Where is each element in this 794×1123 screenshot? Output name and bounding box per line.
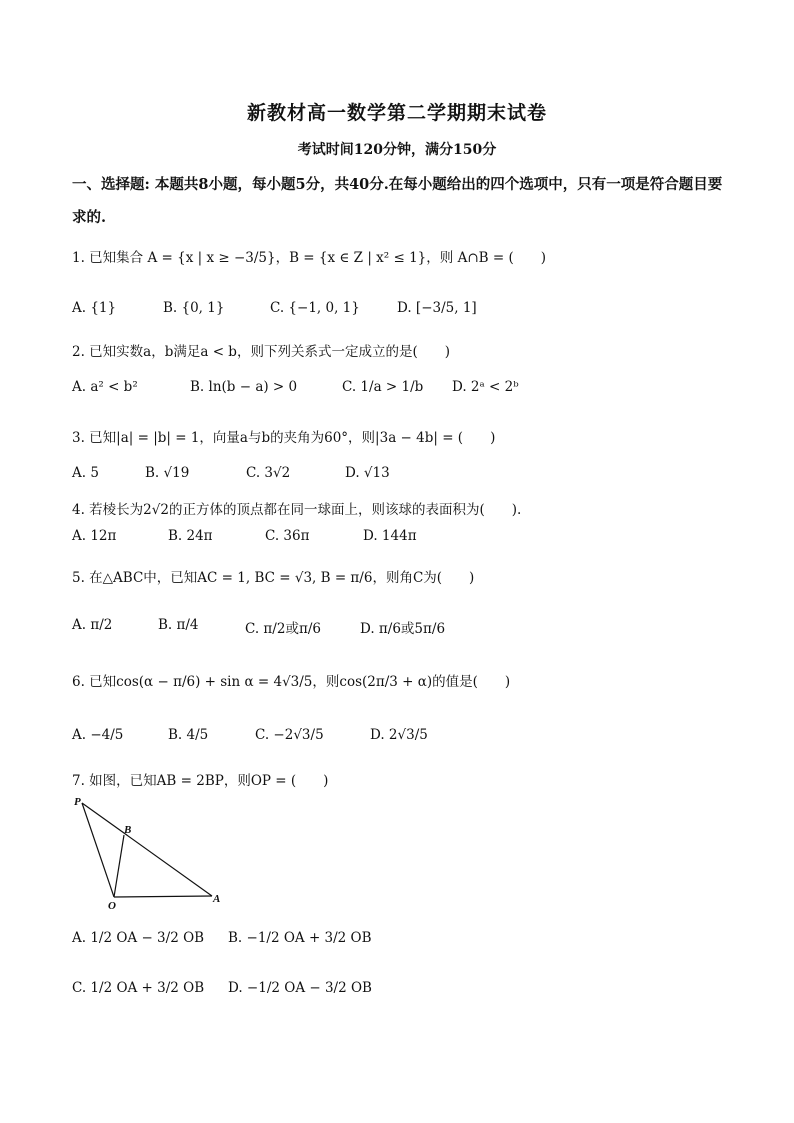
question-4-option-c: C. 36π [265, 528, 310, 544]
question-1-stem: 1. 已知集合 A = {x | x ≥ −3/5}，B = {x ∈ Z | x² ≤ 1}，则 A∩B = ( ) [72, 250, 546, 266]
triangle-figure [72, 795, 232, 910]
question-5-option-c: C. π/2或π/6 [245, 621, 321, 637]
question-2-option-c: C. 1/a > 1/b [342, 379, 424, 395]
question-7-option-d: D. −1/2 OA − 3/2 OB [228, 980, 372, 996]
question-4-option-b: B. 24π [168, 528, 213, 544]
segment-oa [114, 896, 212, 897]
question-5-stem: 5. 在△ABC中，已知AC = 1, BC = √3, B = π/6，则角C为( ) [72, 570, 475, 586]
label-o: O [108, 900, 116, 910]
question-5-option-b: B. π/4 [158, 617, 199, 633]
question-6-option-d: D. 2√3/5 [370, 727, 428, 743]
label-p: P [74, 796, 81, 808]
question-3-stem: 3. 已知|a| = |b| = 1，向量a与b的夹角为60°，则|3a − 4b| = ( ) [72, 430, 496, 446]
segment-pa [82, 803, 212, 896]
question-6-option-c: C. −2√3/5 [255, 727, 324, 743]
question-5-option-d: D. π/6或5π/6 [360, 621, 446, 637]
question-6-stem: 6. 已知cos(α − π/6) + sin α = 4√3/5，则cos(2π/3 + α)的值是( ) [72, 674, 511, 690]
question-7-option-c: C. 1/2 OA + 3/2 OB [72, 980, 205, 996]
page-title: 新教材高一数学第二学期期末试卷 [246, 102, 547, 124]
section-heading: 一、选择题: 本题共8小题，每小题5分，共40分.在每小题给出的四个选项中，只有一项是符合题目要求的. [72, 176, 723, 226]
question-2-option-b: B. ln(b − a) > 0 [190, 379, 298, 395]
question-6-option-b: B. 4/5 [168, 727, 209, 743]
question-1-option-c: C. {−1, 0, 1} [270, 300, 360, 316]
question-1-option-d: D. [−3/5, 1] [397, 300, 477, 316]
question-7-stem: 7. 如图，已知AB = 2BP，则OP = ( ) [72, 773, 329, 789]
question-4-stem: 4. 若棱长为2√2的正方体的顶点都在同一球面上，则该球的表面积为( ). [72, 502, 522, 518]
question-1-option-a: A. {1} [72, 300, 117, 316]
segment-bo [114, 835, 124, 897]
question-2-option-a: A. a² < b² [72, 379, 138, 395]
segment-po [82, 803, 114, 897]
question-3-option-d: D. √13 [345, 465, 390, 481]
question-7-option-b: B. −1/2 OA + 3/2 OB [228, 930, 372, 946]
question-5-option-a: A. π/2 [72, 617, 113, 633]
question-1-option-b: B. {0, 1} [163, 300, 225, 316]
label-a: A [213, 893, 221, 905]
exam-info: 考试时间120分钟，满分150分 [297, 142, 497, 158]
question-3-option-b: B. √19 [145, 465, 190, 481]
label-b: B [124, 824, 132, 836]
question-6-option-a: A. −4/5 [72, 727, 124, 743]
question-4-option-a: A. 12π [72, 528, 117, 544]
question-2-option-d: D. 2ᵃ < 2ᵇ [452, 379, 519, 395]
question-2-stem: 2. 已知实数a，b满足a < b，则下列关系式一定成立的是( ) [72, 344, 450, 360]
question-3-option-c: C. 3√2 [246, 465, 291, 481]
question-3-option-a: A. 5 [72, 465, 99, 481]
question-7-option-a: A. 1/2 OA − 3/2 OB [72, 930, 205, 946]
question-4-option-d: D. 144π [363, 528, 417, 544]
